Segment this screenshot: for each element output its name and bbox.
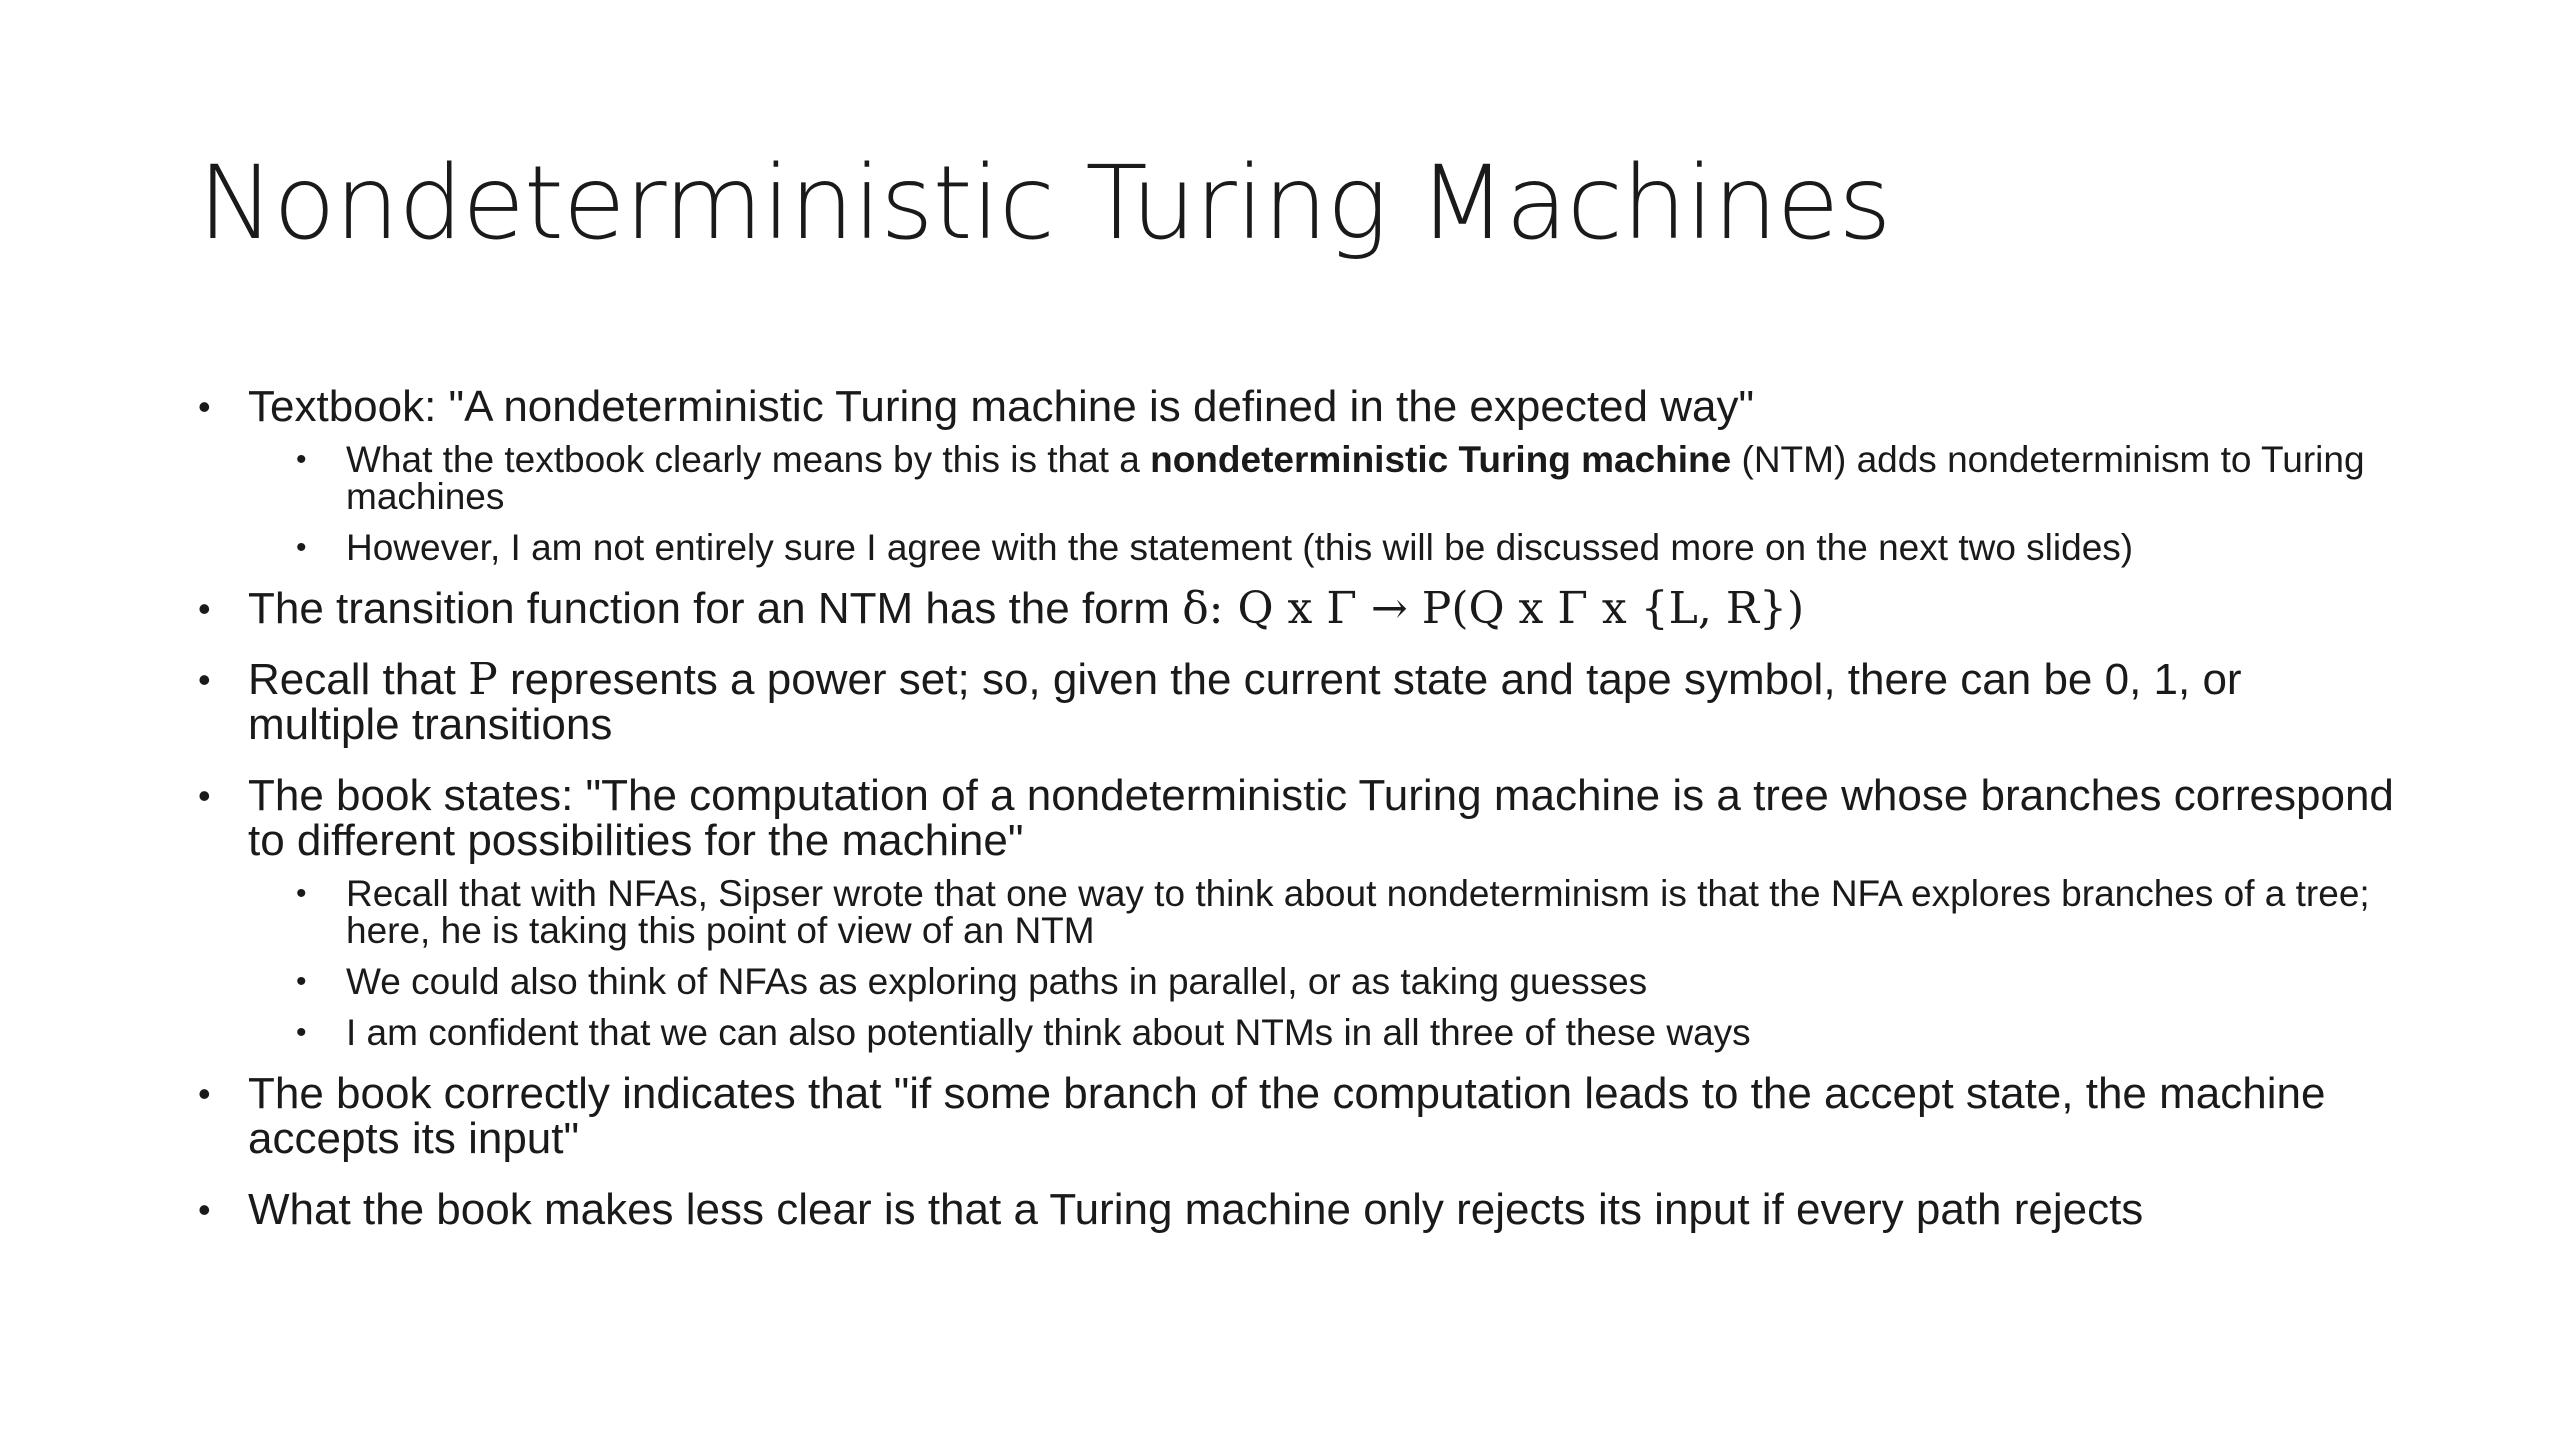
power-set-symbol: P bbox=[468, 654, 498, 705]
sub-bullet-text-before: What the textbook clearly means by this is that a bbox=[346, 439, 1151, 480]
bullet-list bbox=[198, 384, 2398, 1232]
transition-formula: δ: Q x Γ → P(Q x Γ x {L, R}) bbox=[1182, 583, 1805, 634]
sub-bullet-text: I am confident that we can also potentially think about NTMs in all three of these ways bbox=[346, 1012, 1751, 1053]
bullet-text-after: represents a power set; so, given the current state and tape symbol, there can be 0, 1, or multiple transitions bbox=[248, 655, 2242, 749]
sub-bullet-text-after: (NTM) adds nondeterminism to Turing machines bbox=[346, 439, 2365, 517]
bullet-icon: • bbox=[296, 1016, 307, 1049]
bullet-textbook-definition bbox=[198, 384, 2398, 566]
bullet-rejects bbox=[198, 1187, 2398, 1232]
bullet-icon: • bbox=[198, 775, 211, 816]
sub-bullet-ntm-three-ways bbox=[296, 1014, 2398, 1051]
bullet-icon: • bbox=[198, 1189, 211, 1230]
sub-bullet-text: We could also think of NFAs as exploring paths in parallel, or as taking guesses bbox=[346, 961, 1648, 1002]
sub-bullet-bold-term: nondeterministic Turing machine bbox=[1150, 439, 1732, 480]
bullet-icon: • bbox=[198, 386, 211, 427]
bullet-power-set bbox=[198, 654, 2398, 749]
bullet-computation-tree bbox=[198, 773, 2398, 1051]
bullet-text: What the book makes less clear is that a Turing machine only rejects its input if every path rejects bbox=[248, 1185, 2144, 1234]
sub-bullet-ntm-meaning bbox=[296, 441, 2398, 515]
sub-bullet-disagree bbox=[296, 529, 2398, 566]
slide-content bbox=[198, 384, 2398, 1258]
bullet-icon: • bbox=[296, 443, 307, 476]
bullet-text: The book correctly indicates that "if some branch of the computation leads to the accept state, the machine accepts its input" bbox=[248, 1069, 2326, 1163]
bullet-accepts bbox=[198, 1071, 2398, 1161]
bullet-icon: • bbox=[296, 877, 307, 910]
bullet-text: The book states: "The computation of a nondeterministic Turing machine is a tree whose branches correspond to different possibilities for the machine" bbox=[248, 771, 2394, 865]
sub-bullet-text: Recall that with NFAs, Sipser wrote that one way to think about nondeterminism is that the NFA explores branches of a tree; here, he is taking this point of view of an NTM bbox=[346, 873, 2370, 951]
bullet-icon: • bbox=[198, 588, 211, 629]
bullet-text-before: Recall that bbox=[248, 655, 469, 704]
bullet-transition-function bbox=[198, 583, 2398, 634]
sub-bullet-list bbox=[248, 441, 2398, 566]
slide-title: Nondeterministic Turing Machines bbox=[198, 144, 1891, 263]
bullet-icon: • bbox=[198, 659, 211, 700]
bullet-text: Textbook: "A nondeterministic Turing machine is defined in the expected way" bbox=[248, 382, 1755, 431]
bullet-icon: • bbox=[198, 1073, 211, 1114]
sub-bullet-nfa-parallel bbox=[296, 963, 2398, 1000]
bullet-text-before: The transition function for an NTM has the form bbox=[248, 584, 1183, 633]
sub-bullet-nfa-tree bbox=[296, 875, 2398, 949]
bullet-icon: • bbox=[296, 965, 307, 998]
sub-bullet-text: However, I am not entirely sure I agree with the statement (this will be discussed more on the next two slides) bbox=[346, 527, 2134, 568]
sub-bullet-list bbox=[248, 875, 2398, 1051]
bullet-icon: • bbox=[296, 531, 307, 564]
